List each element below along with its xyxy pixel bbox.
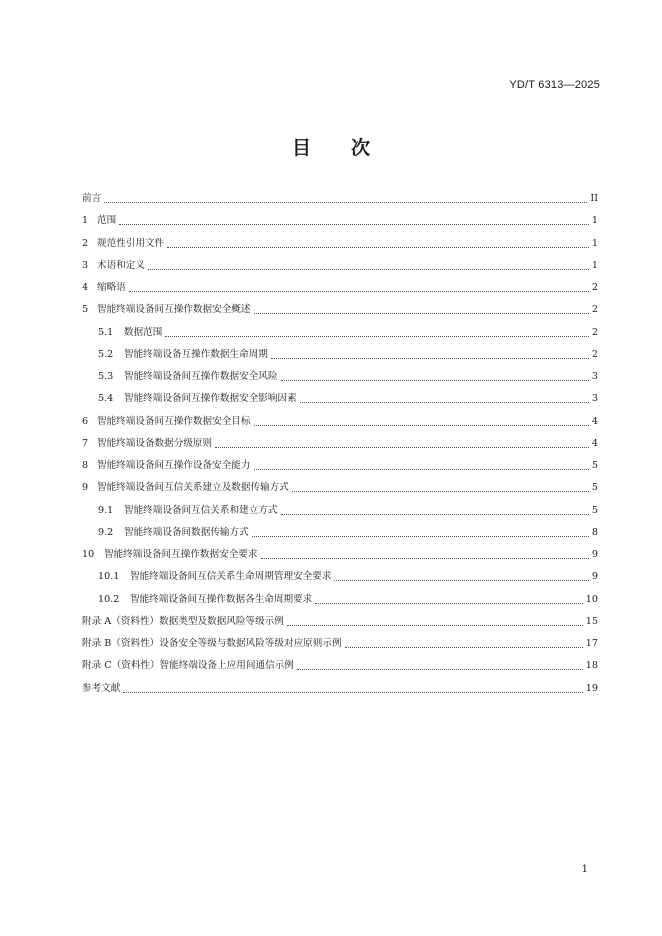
toc-page: 4 [591, 415, 598, 427]
toc-label: 缩略语 [97, 282, 126, 293]
leader-dots [287, 624, 583, 626]
toc-page: 10 [585, 593, 598, 605]
toc-label: 智能终端设备间互操作数据安全目标 [97, 415, 251, 427]
toc-number: 6 [82, 415, 89, 427]
title-char-1: 目 [291, 137, 311, 159]
leader-dots [167, 246, 589, 248]
toc-entry-10-2[interactable] [82, 592, 598, 608]
toc-entry-2[interactable] [82, 236, 598, 252]
toc-page: 1 [591, 215, 598, 227]
toc-page: 2 [591, 326, 598, 338]
toc-entry-7[interactable] [82, 436, 598, 452]
toc-number: 5.2 [98, 348, 114, 360]
toc-label: 规范性引用文件 [97, 237, 165, 249]
toc-label: 智能终端设备间互信关系生命周期管理安全要求 [130, 571, 332, 583]
toc-page: 18 [585, 660, 598, 672]
leader-dots [297, 668, 583, 670]
toc-label: 智能终端设备间互操作数据安全影响因素 [124, 393, 297, 405]
toc-entry-5-4[interactable] [82, 391, 598, 407]
page-title [0, 133, 662, 160]
toc-page: 9 [591, 549, 598, 560]
leader-dots [119, 223, 589, 225]
leader-dots [148, 268, 589, 270]
toc-entry-annex-b[interactable] [82, 636, 598, 652]
toc-label: 智能终端设备间互操作设备安全能力 [97, 460, 251, 471]
toc-number: 9.2 [98, 526, 114, 538]
toc-label: 智能终端设备间互操作数据安全要求 [104, 549, 258, 560]
toc-entry-5[interactable] [82, 302, 598, 318]
toc-label: 智能终端设备互操作数据生命周期 [124, 348, 268, 360]
toc-label: 智能终端设备间互信关系和建立方式 [124, 504, 278, 516]
toc-number: 7 [82, 437, 89, 449]
toc-page: 9 [591, 571, 598, 583]
document-id: YD/T 6313—2025 [509, 79, 600, 91]
toc-page: 17 [585, 638, 598, 649]
leader-dots [281, 379, 589, 381]
table-of-contents [82, 191, 598, 703]
toc-label: 智能终端设备间互信关系建立及数据传输方式 [97, 482, 289, 494]
toc-entry-annex-a[interactable] [82, 614, 598, 630]
leader-dots [334, 579, 588, 581]
leader-dots [165, 335, 589, 337]
toc-entry-9-1[interactable] [82, 503, 598, 519]
toc-number: 1 [82, 215, 89, 227]
toc-entry-4[interactable] [82, 280, 598, 296]
toc-page: 15 [585, 615, 598, 627]
toc-label: 参考文献 [82, 682, 121, 694]
toc-label: 数据范围 [124, 326, 163, 338]
toc-entry-9[interactable] [82, 480, 598, 496]
toc-page: 8 [591, 526, 598, 538]
toc-label: 术语和定义 [97, 259, 145, 271]
leader-dots [315, 602, 583, 604]
toc-page: 2 [591, 282, 598, 293]
toc-number: 5.1 [98, 326, 114, 338]
toc-page: 3 [591, 393, 598, 405]
toc-page: 1 [591, 237, 598, 249]
toc-label: 智能终端设备数据分级原则 [97, 437, 213, 449]
toc-entry-6[interactable] [82, 414, 598, 430]
toc-entry-foreword[interactable] [82, 191, 598, 207]
leader-dots [254, 312, 589, 314]
leader-dots [292, 490, 589, 492]
toc-label: 附录 C（资料性）智能终端设备上应用间通信示例 [82, 660, 294, 672]
toc-entry-bibliography[interactable] [82, 681, 598, 697]
toc-entry-9-2[interactable] [82, 525, 598, 541]
toc-page: 3 [591, 371, 598, 382]
toc-number: 10.2 [98, 593, 120, 605]
leader-dots [281, 513, 589, 515]
leader-dots [129, 290, 589, 292]
toc-number: 2 [82, 237, 89, 249]
toc-page: 4 [591, 437, 598, 449]
leader-dots [261, 557, 589, 559]
toc-number: 10.1 [98, 571, 120, 583]
toc-entry-3[interactable] [82, 258, 598, 274]
toc-number: 10 [82, 549, 95, 560]
page-number: 1 [581, 864, 588, 875]
toc-entry-8[interactable] [82, 458, 598, 474]
toc-number: 8 [82, 460, 89, 471]
toc-label: 范围 [97, 215, 117, 227]
toc-label: 智能终端设备间互操作数据安全概述 [97, 304, 251, 316]
toc-page: 5 [591, 482, 598, 494]
toc-number: 4 [82, 282, 89, 293]
toc-number: 5 [82, 304, 89, 316]
leader-dots [300, 401, 589, 403]
leader-dots [252, 535, 589, 537]
toc-page: 1 [591, 259, 598, 271]
toc-entry-10-1[interactable] [82, 569, 598, 585]
toc-entry-5-3[interactable] [82, 369, 598, 385]
toc-page: 5 [591, 460, 598, 471]
toc-label: 附录 A（资料性）数据类型及数据风险等级示例 [82, 615, 284, 627]
toc-number: 9 [82, 482, 89, 494]
toc-entry-10[interactable] [82, 547, 598, 563]
toc-number: 3 [82, 259, 89, 271]
toc-page: 2 [591, 348, 598, 360]
toc-label: 智能终端设备间互操作数据各生命周期要求 [130, 593, 313, 605]
leader-dots [104, 201, 587, 203]
toc-label: 智能终端设备间互操作数据安全风险 [124, 371, 278, 382]
toc-label: 智能终端设备间数据传输方式 [124, 526, 249, 538]
leader-dots [254, 424, 589, 426]
toc-page: 19 [585, 682, 598, 694]
toc-number: 5.3 [98, 371, 114, 382]
leader-dots [215, 446, 589, 448]
title-char-2: 次 [351, 137, 371, 159]
toc-label: 附录 B（资料性）设备安全等级与数据风险等级对应原则示例 [82, 638, 342, 649]
leader-dots [271, 357, 589, 359]
leader-dots [123, 691, 582, 693]
leader-dots [345, 646, 583, 648]
toc-page: II [590, 193, 598, 204]
toc-page: 5 [591, 504, 598, 516]
toc-number: 5.4 [98, 393, 114, 405]
toc-entry-5-2[interactable] [82, 347, 598, 363]
toc-number: 9.1 [98, 504, 114, 516]
toc-entry-5-1[interactable] [82, 325, 598, 341]
toc-label: 前言 [82, 193, 102, 204]
toc-entry-annex-c[interactable] [82, 658, 598, 674]
leader-dots [254, 468, 589, 470]
toc-entry-1[interactable] [82, 213, 598, 229]
toc-page: 2 [591, 304, 598, 316]
